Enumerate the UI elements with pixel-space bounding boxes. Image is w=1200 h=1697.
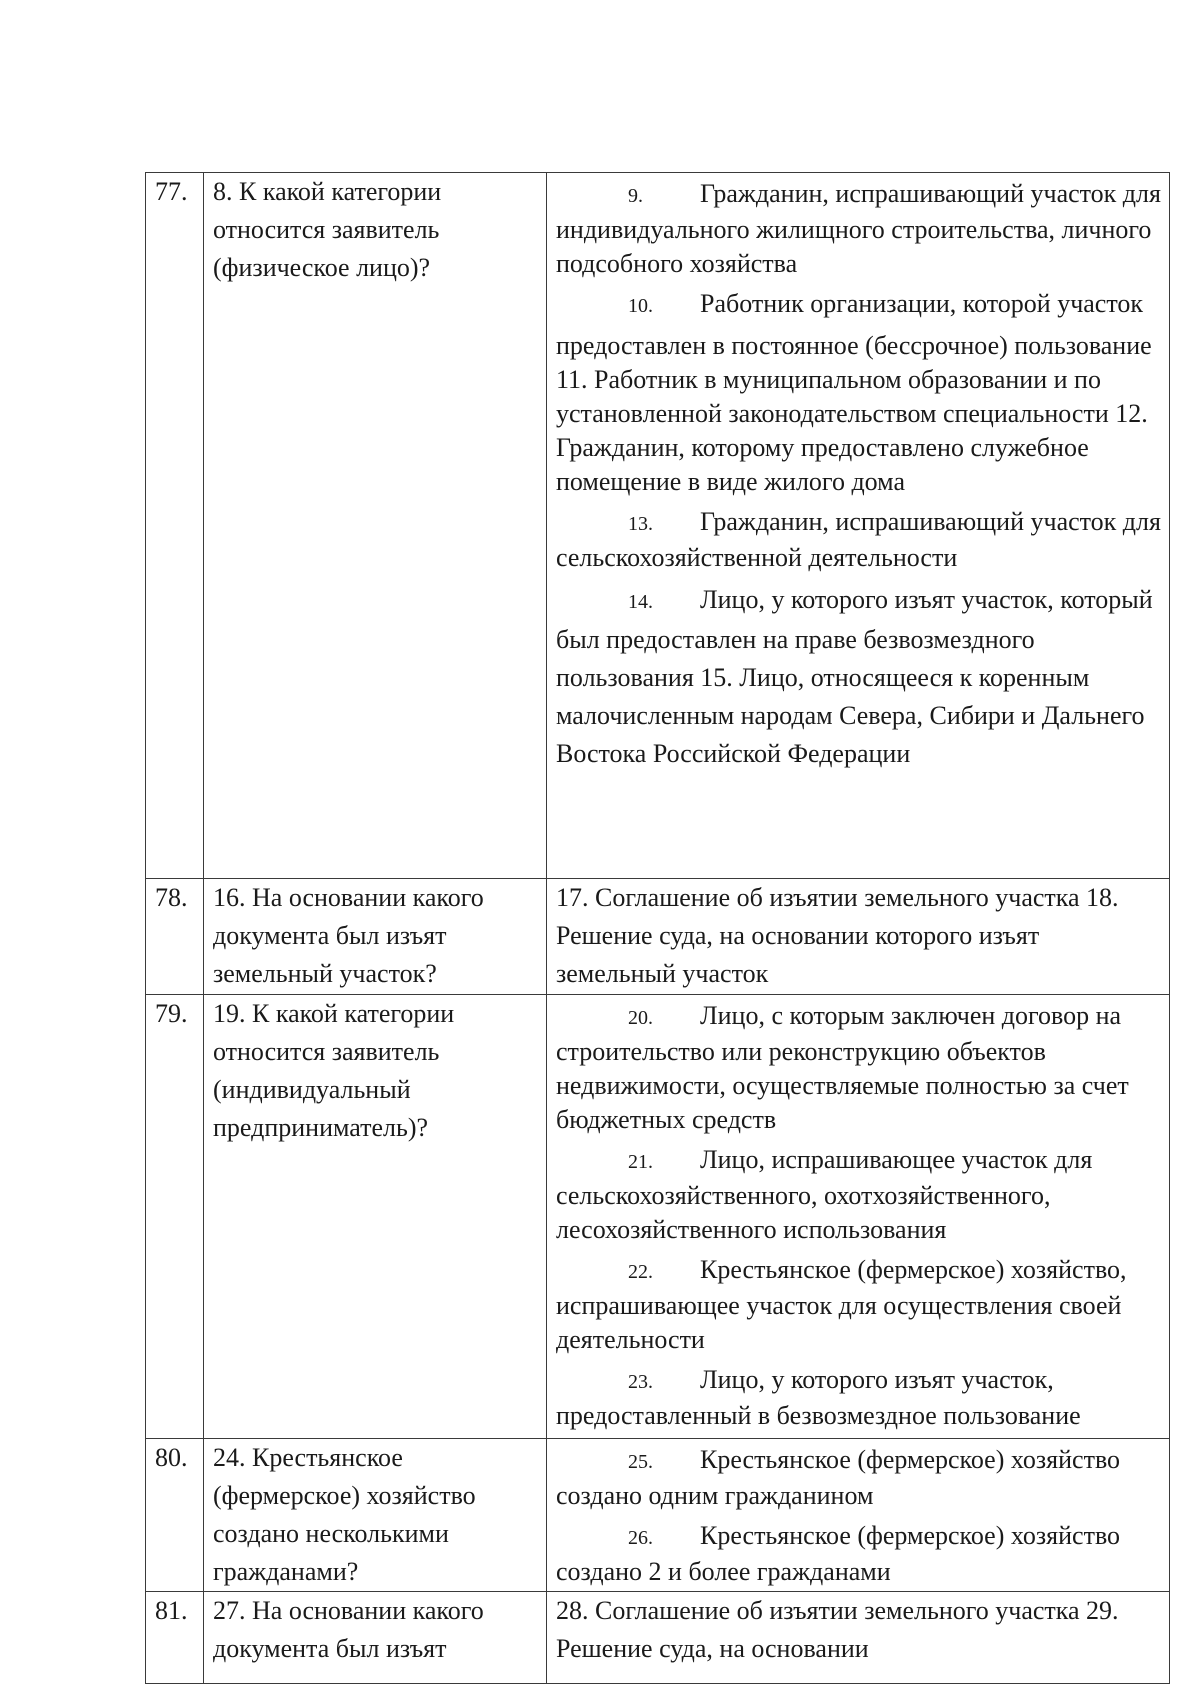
- row-number: 78.: [146, 879, 204, 995]
- answer-item: 25. Крестьянское (фермерское) хозяйство создано одним гражданином: [556, 1445, 1121, 1510]
- answer-item: предоставлен в постоянное (бессрочное) пользование 11. Работник в муниципальном образовании и по установленной законодательством специальности 12. Гражданин, которому предоставлено служебное помещение в виде жилого дома: [556, 331, 1152, 496]
- question-cell: 27. На основании какого документа был изъят: [204, 1592, 547, 1684]
- answer-item: 23. Лицо, у которого изъят участок, предоставленный в безвозмездное пользование: [556, 1365, 1081, 1430]
- answer-item: 22. Крестьянское (фермерское) хозяйство, испрашивающее участок для осуществления своей деятельности: [556, 1255, 1127, 1354]
- answer-item: 28. Соглашение об изъятии земельного участка 29. Решение суда, на основании: [556, 1596, 1119, 1663]
- answer-item: 17. Соглашение об изъятии земельного участка 18. Решение суда, на основании которого изъят земельный участок: [556, 883, 1119, 988]
- answer-item: 20. Лицо, с которым заключен договор на строительство или реконструкцию объектов недвижимости, осуществляемые полностью за счет бюджетных средств: [556, 1001, 1129, 1134]
- answers-cell: [547, 1439, 1170, 1592]
- question-cell: 8. К какой категории относится заявитель (физическое лицо)?: [204, 173, 547, 879]
- answer-item: 13. Гражданин, испрашивающий участок для сельскохозяйственной деятельности: [556, 507, 1161, 572]
- table-row: [146, 1439, 1170, 1592]
- answer-item: 9. Гражданин, испрашивающий участок для индивидуального жилищного строительства, личного подсобного хозяйства: [556, 179, 1161, 278]
- answer-item: 10. Работник организации, которой участок: [628, 289, 1144, 318]
- question-cell: 24. Крестьянское (фермерское) хозяйство создано несколькими гражданами?: [204, 1439, 547, 1592]
- row-number: 77.: [146, 173, 204, 879]
- row-number: 79.: [146, 995, 204, 1439]
- answers-cell: [547, 879, 1170, 995]
- table-row: [146, 173, 1170, 879]
- question-cell: 16. На основании какого документа был изъят земельный участок?: [204, 879, 547, 995]
- answer-item: 26. Крестьянское (фермерское) хозяйство создано 2 и более гражданами: [556, 1521, 1121, 1586]
- answers-cell: [547, 995, 1170, 1439]
- answers-cell: [547, 173, 1170, 879]
- row-number: 80.: [146, 1439, 204, 1592]
- table-row: [146, 879, 1170, 995]
- answer-item: 21. Лицо, испрашивающее участок для сельскохозяйственного, охотхозяйственного, лесохозяйственного использования: [556, 1145, 1093, 1244]
- questions-table: [145, 172, 1170, 1684]
- question-cell: 19. К какой категории относится заявитель (индивидуальный предприниматель)?: [204, 995, 547, 1439]
- row-number: 81.: [146, 1592, 204, 1684]
- answers-cell: [547, 1592, 1170, 1684]
- table-row: [146, 995, 1170, 1439]
- table-row: [146, 1592, 1170, 1684]
- answer-item: 14. Лицо, у которого изъят участок, который был предоставлен на праве безвозмездного пользования 15. Лицо, относящееся к коренным малочисленным народам Севера, Сибири и Дальнего Востока Российской Федерации: [556, 585, 1153, 768]
